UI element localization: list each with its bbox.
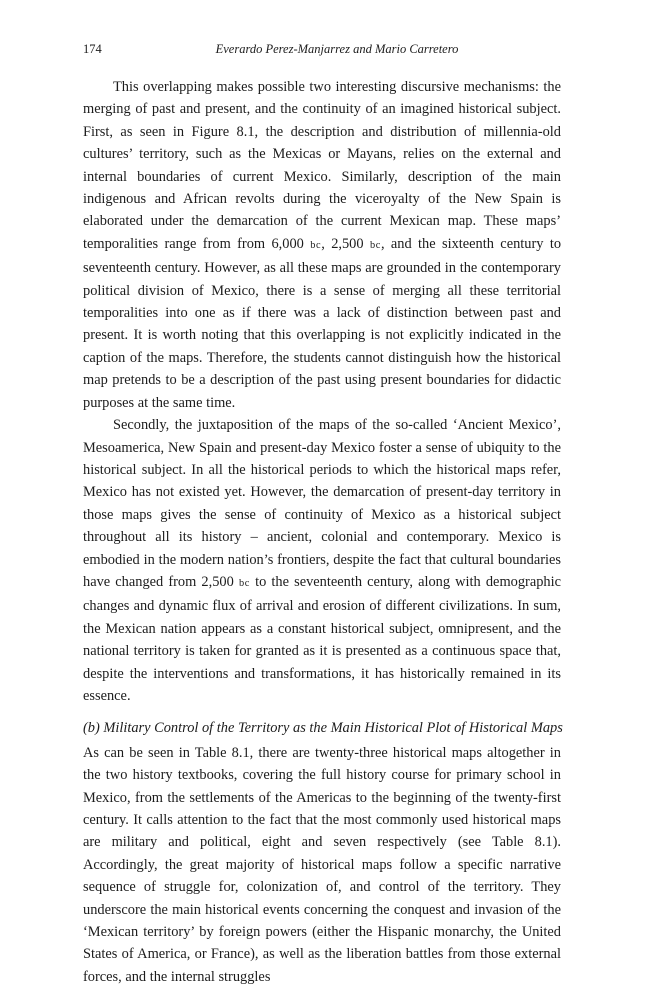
small-caps-bc: bc	[238, 577, 250, 589]
section-subheading: (b) Military Control of the Territory as the Main Historical Plot of Historical Maps	[83, 720, 563, 737]
page-number: 174	[83, 42, 102, 56]
body-text	[83, 76, 561, 988]
small-caps-bc: bc	[310, 239, 322, 251]
running-head	[83, 38, 561, 60]
paragraph-overlapping	[83, 76, 561, 414]
paragraph-text: This overlapping makes possible two interesting discursive mechanisms: the merging of past and present, and the continuity of an imagined historical subject. First, as seen in Figure 8.1, the description and distribution of millennia-old cultures’ territory, such as the Mexicas or Mayans, relies on the external and internal boundaries of current Mexico. Similarly, description of the main indigenous and African revolts during the viceroyalty of the New Spain is elaborated under the demarcation of the current Mexican map. These maps’ temporalities range from from 6,000	[83, 79, 561, 252]
paragraph-military-control: As can be seen in Table 8.1, there are twenty-three historical maps altogether in the two history textbooks, covering the full history course for primary school in Mexico, from the settlements of the Americas to the beginning of the twenty-first century. It calls attention to the fact that the most commonly used historical maps are military and political, eight and seven respectively (see Table 8.1). Accordingly, the great majority of historical maps follow a specific narrative sequence of struggle for, colonization of, and control of the territory. They underscore the main historical events concerning the conquest and invasion of the ‘Mexican territory’ by foreign powers (either the Hispanic monarchy, the United States of America, or France), as well as the liberation battles from those external forces, and the internal struggles	[83, 744, 561, 985]
running-title: Everardo Perez-Manjarrez and Mario Carretero	[215, 42, 459, 56]
paragraph-juxtaposition	[83, 414, 561, 707]
paragraph-text: , and the sixteenth century to seventeenth century. However, as all these maps are grounded in the contemporary political division of Mexico, there is a sense of merging all these territorial temporalities into one as if there was a lack of distinction between past and present. It is worth noting that this overlapping is not explicitly indicated in the caption of the maps. Therefore, the students cannot distinguish how the historical map pretends to be a description of the past using present boundaries for didactic purposes at the same time.	[83, 235, 562, 411]
paragraph-text: , 2,500	[321, 235, 370, 252]
paragraph-text: to the seventeenth century, along with demographic changes and dynamic flux of arrival and erosion of different civilizations. In sum, the Mexican nation appears as a constant historical subject, omnipresent, and the national territory is taken for granted as it is presented as a continuous space that, despite the interventions and transformations, it has historically remained in its essence.	[83, 573, 561, 704]
small-caps-bc: bc	[369, 239, 381, 251]
paragraph-text: Secondly, the juxtaposition of the maps of the so-called ‘Ancient Mexico’, Mesoamerica, New Spain and present-day Mexico foster a sense of ubiquity to the historical subject. In all the historical periods to which the historical maps refer, Mexico has not existed yet. However, the demarcation of present-day territory in those maps gives the sense of continuity of Mexico as a historical subject throughout all its history – ancient, colonial and contemporary. Mexico is embodied in the modern nation’s frontiers, despite the fact that cultural boundaries have changed from 2,500	[83, 417, 561, 590]
book-page	[83, 38, 561, 988]
